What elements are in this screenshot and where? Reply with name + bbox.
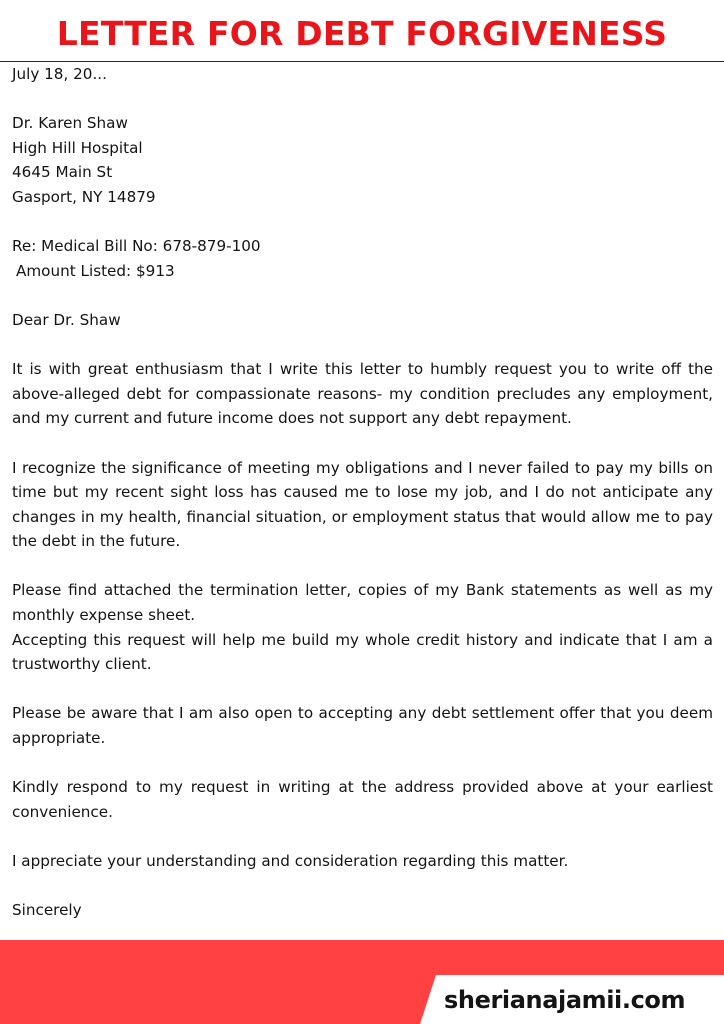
spacer [12,824,713,849]
spacer [12,283,713,308]
body-paragraph: Kindly respond to my request in writing at the address provided above at your earliest convenience. [12,778,713,821]
spacer [12,677,713,702]
spacer [12,333,713,358]
spacer [12,210,713,235]
body-paragraph: I appreciate your understanding and consideration regarding this matter. [12,852,569,870]
spacer [12,431,713,456]
spacer [12,751,713,776]
recipient-name: Dr. Karen Shaw [12,114,128,133]
website-label: sherianajamii.com [444,986,686,1014]
reference-bill: Re: Medical Bill No: 678-879-100 [12,237,261,256]
closing: Sincerely [12,901,82,920]
recipient-street: 4645 Main St [12,163,113,182]
body-paragraph: I recognize the significance of meeting my obligations and I never failed to pay my bills on time but my recent sight loss has caused me to lose my job, and I do not anticipate any changes in my health, financial situation, or employment status that would allow me to pay the debt in the future. [12,458,713,551]
body-paragraph: Accepting this request will help me build my whole credit history and indicate that I am a trustworthy client. [12,630,713,674]
recipient-city-state-zip: Gasport, NY 14879 [12,187,156,206]
reference-amount: Amount Listed: $913 [16,261,175,280]
body-paragraph: Please find attached the termination letter, copies of my Bank statements as well as my monthly expense sheet. [12,581,713,625]
letter-body [12,62,713,923]
spacer [12,87,713,112]
letter-date: July 18, 20... [12,65,107,83]
body-paragraph: Please be aware that I am also open to accepting any debt settlement offer that you deem appropriate. [12,704,713,748]
recipient-organization: High Hill Hospital [12,138,143,157]
body-paragraph: It is with great enthusiasm that I write this letter to humbly request you to write off the above-alleged debt for compassionate reasons- my condition precludes any employment, and my current and future income does not support any debt repayment. [12,360,713,428]
spacer [12,874,713,899]
salutation: Dear Dr. Shaw [12,310,121,329]
page-title: LETTER FOR DEBT FORGIVENESS [56,14,668,53]
spacer [12,554,713,579]
